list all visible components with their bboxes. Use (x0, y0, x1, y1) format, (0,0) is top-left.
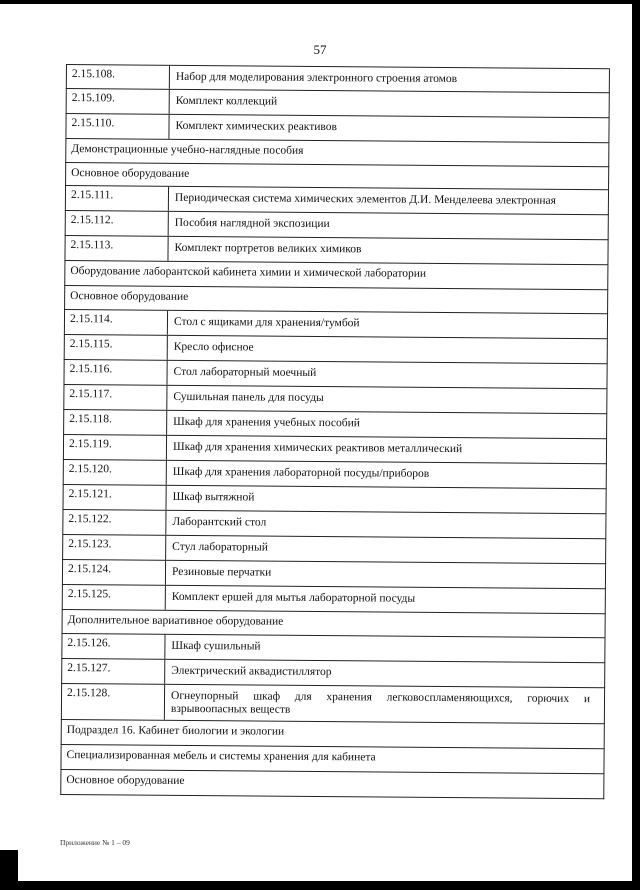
item-number: 2.15.125. (62, 585, 166, 610)
item-name: Набор для моделирования электронного строения атомов (175, 70, 458, 86)
item-name: Электрический аквадистиллятор (171, 664, 332, 679)
section-title: Дополнительное вариативное оборудование (67, 614, 284, 628)
section-title: Подраздел 16. Кабинет биологии и экологии (66, 724, 285, 738)
page-number: 57 (313, 42, 327, 57)
item-name: Шкаф сушильный (171, 639, 261, 653)
item-name: Лаборантский стол (172, 515, 267, 529)
item-name: Шкаф для хранения лабораторной посуды/приборов (172, 465, 430, 480)
item-name: Пособия наглядной экспозиции (174, 216, 330, 231)
item-name: Комплект портретов великих химиков (174, 241, 362, 256)
item-number: 2.15.122. (62, 510, 166, 535)
section-title: Оборудование лаборантской кабинета химии и химической лаборатории (70, 265, 427, 280)
item-number: 2.15.109. (66, 89, 170, 114)
item-name: Шкаф для хранения химических реактивов металлический (172, 440, 463, 456)
scan-border-corner (0, 850, 18, 890)
item-name: Комплект ершей для мытья лабораторной посуды (171, 590, 416, 605)
item-number: 2.15.119. (63, 435, 167, 460)
item-number: 2.15.113. (64, 236, 168, 261)
item-name: Стол с ящиками для хранения/тумбой (173, 315, 360, 330)
item-number: 2.15.120. (63, 460, 167, 485)
item-number: 2.15.116. (63, 360, 167, 385)
item-number: 2.15.110. (65, 114, 169, 139)
item-number: 2.15.114. (64, 310, 168, 335)
item-number: 2.15.126. (61, 634, 165, 659)
section-title: Основное оборудование (70, 290, 189, 303)
item-name: Огнеупорный шкаф для хранения легковоспламеняющихся, горючих и взрывоопасных веществ (170, 689, 591, 716)
item-number: 2.15.124. (62, 560, 166, 585)
item-number: 2.15.115. (64, 335, 168, 360)
item-name: Кресло офисное (173, 340, 254, 354)
item-number: 2.15.127. (61, 659, 165, 684)
item-number: 2.15.128. (61, 684, 165, 720)
table-row (61, 684, 605, 724)
item-name: Комплект химических реактивов (175, 119, 338, 134)
item-number: 2.15.111. (65, 186, 169, 211)
item-number: 2.15.118. (63, 410, 167, 435)
item-name: Шкаф вытяжной (172, 490, 255, 504)
item-name: Резиновые перчатки (171, 565, 272, 579)
equipment-table (60, 64, 610, 799)
section-title: Демонстрационные учебно-наглядные пособия (71, 143, 304, 157)
item-number: 2.15.117. (63, 385, 167, 410)
item-name: Стол лабораторный моечный (173, 365, 317, 379)
footer-note: Приложение № 1 – 09 (60, 838, 130, 847)
item-name: Комплект коллекций (175, 94, 278, 108)
item-number: 2.15.123. (62, 535, 166, 560)
item-name: Сушильная панель для посуды (173, 390, 324, 405)
item-name: Шкаф для хранения учебных пособий (173, 415, 360, 430)
section-title: Специализированная мебель и системы хранения для кабинета (66, 749, 376, 764)
item-number: 2.15.108. (66, 65, 170, 89)
item-number: 2.15.112. (65, 211, 169, 236)
section-title: Основное оборудование (71, 167, 190, 180)
scan-border-top (0, 0, 640, 4)
scan-border-right (632, 0, 640, 890)
scan-border-bottom (0, 881, 640, 890)
item-number: 2.15.121. (63, 485, 167, 510)
section-title: Основное оборудование (66, 774, 185, 787)
item-name: Стул лабораторный (172, 540, 268, 554)
item-name: Периодическая система химических элементов Д.И. Менделеева электронная (174, 191, 557, 207)
section-row (60, 770, 604, 799)
